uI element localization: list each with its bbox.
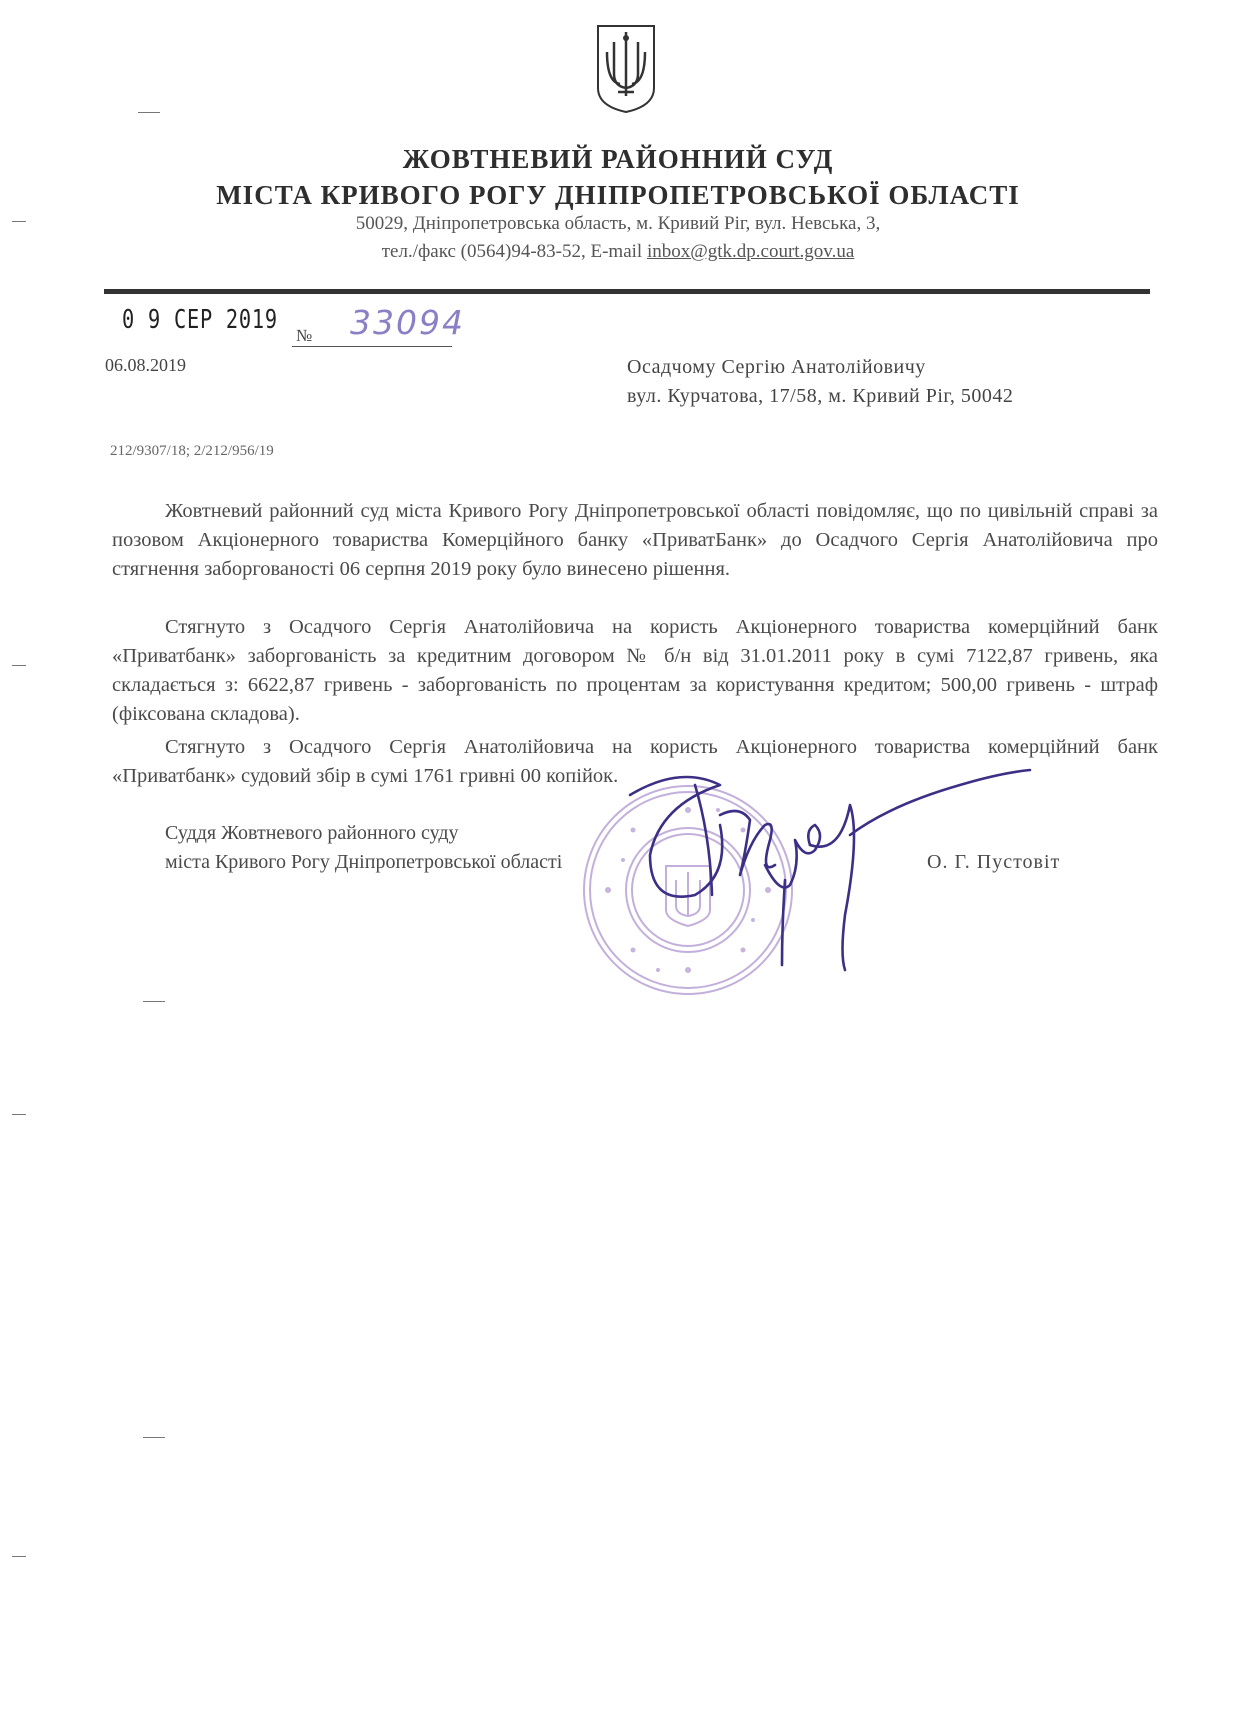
- court-contacts: [0, 241, 1236, 263]
- scan-mark: [12, 665, 26, 666]
- judge-signature-icon: [600, 745, 1050, 975]
- registration-number-label: №: [296, 326, 313, 345]
- header-divider: [104, 289, 1150, 294]
- scan-mark: [12, 1556, 26, 1557]
- registration-number-underline: [292, 346, 452, 347]
- case-numbers: 212/9307/18; 2/212/956/19: [110, 443, 274, 459]
- email-link[interactable]: inbox@gtk.dp.court.gov.ua: [646, 241, 855, 262]
- scan-mark: [12, 1114, 26, 1115]
- scan-mark: [12, 221, 26, 222]
- registration-date-stamp: 0 9 СЕР 2019: [122, 305, 278, 335]
- recipient-address: вул. Курчатова, 17/58, м. Кривий Ріг, 50042: [627, 385, 1014, 407]
- body-paragraph: Стягнуто з Осадчого Сергія Анатолійовича на користь Акціонерного товариства комерційний банк «Приватбанк» судовий збір в сумі 1761 гривні 00 копійок.: [112, 736, 1158, 787]
- court-address: 50029, Дніпропетровська область, м. Кривий Ріг, вул. Невська, 3,: [355, 213, 881, 234]
- judge-position-line1: Суддя Жовтневого районного суду: [165, 822, 459, 844]
- coat-of-arms-icon: [594, 22, 658, 114]
- court-name-line1: ЖОВТНЕВИЙ РАЙОННИЙ СУД: [402, 144, 834, 174]
- registration-number: 33094: [350, 303, 465, 342]
- phone-fax: тел./факс (0564)94-83-52, E-mail: [381, 241, 647, 262]
- document-date: 06.08.2019: [105, 355, 186, 375]
- scan-mark: [143, 1001, 165, 1002]
- judge-name: О. Г. Пустовіт: [927, 851, 1061, 873]
- body-paragraph: Жовтневий районний суд міста Кривого Рогу Дніпропетровської області повідомляє, що по цивільній справі за позовом Акціонерного товариства Комерційного банку «ПриватБанк» до Осадчого Сергія Анатолійовича про стягнення заборгованості 06 серпня 2019 року було винесено рішення.: [112, 500, 1158, 580]
- judge-position-line2: міста Кривого Рогу Дніпропетровської області: [165, 851, 563, 873]
- body-paragraph: Стягнуто з Осадчого Сергія Анатолійовича на користь Акціонерного товариства комерційний банк «Приватбанк» заборгованість за кредитним договором № б/н від 31.01.2011 року в сумі 7122,87 гривень, яка складається з: 6622,87 гривень - заборгованість по процентам за користування кредитом; 500,00 гривень - штраф (фіксована складова).: [112, 616, 1158, 725]
- scan-mark: [138, 112, 160, 113]
- recipient-name: Осадчому Сергію Анатолійовичу: [627, 356, 926, 378]
- court-name-line2: МІСТА КРИВОГО РОГУ ДНІПРОПЕТРОВСЬКОЇ ОБЛАСТІ: [216, 180, 1020, 210]
- scan-mark: [143, 1437, 165, 1438]
